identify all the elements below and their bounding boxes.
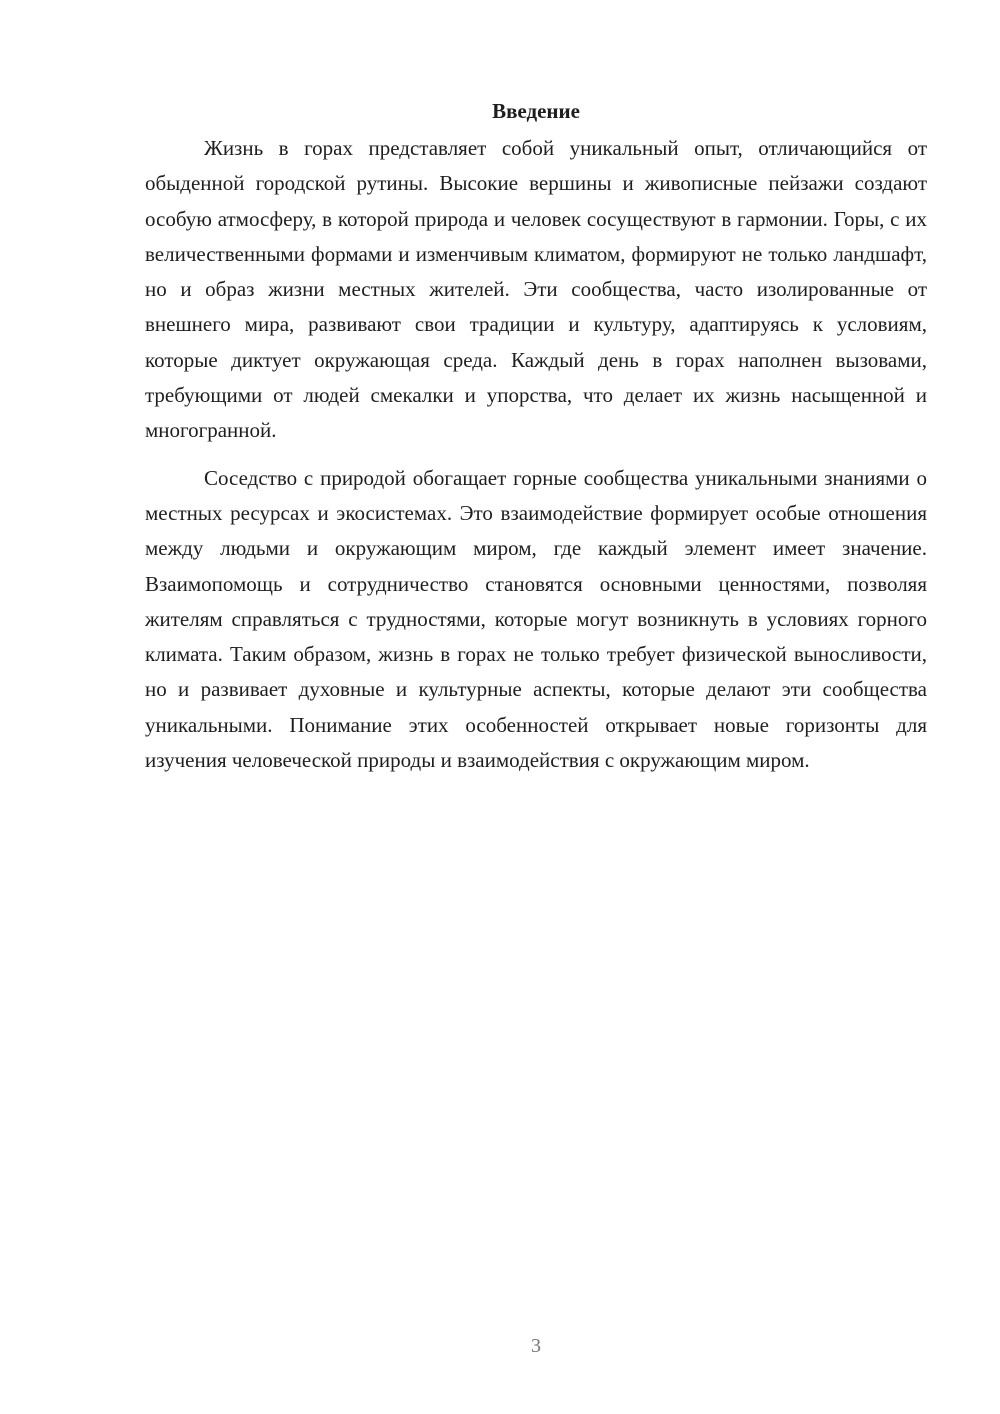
- body-paragraph-1: Жизнь в горах представляет собой уникальный опыт, отличающийся от обыденной городской рутины. Высокие вершины и живописные пейзажи создают особую атмосферу, в которой природа и человек сосуществуют в гармонии. Горы, с их величественными формами и изменчивым климатом, формируют не только ландшафт, но и образ жизни местных жителей. Эти сообщества, часто изолированные от внешнего мира, развивают свои традиции и культуру, адаптируясь к условиям, которые диктует окружающая среда. Каждый день в горах наполнен вызовами, требующими от людей смекалки и упорства, что делает их жизнь насыщенной и многогранной.: [145, 136, 927, 443]
- page-content: [145, 95, 927, 778]
- section-heading: Введение: [492, 99, 580, 123]
- page-number: 3: [531, 1335, 541, 1357]
- body-paragraph-2: Соседство с природой обогащает горные сообщества уникальными знаниями о местных ресурсах и экосистемах. Это взаимодействие формирует особые отношения между людьми и окружающим миром, где каждый элемент имеет значение. Взаимопомощь и сотрудничество становятся основными ценностями, позволяя жителям справляться с трудностями, которые могут возникнуть в условиях горного климата. Таким образом, жизнь в горах не только требует физической выносливости, но и развивает духовные и культурные аспекты, которые делают эти сообщества уникальными. Понимание этих особенностей открывает новые горизонты для изучения человеческой природы и взаимодействия с окружающим миром.: [145, 465, 927, 773]
